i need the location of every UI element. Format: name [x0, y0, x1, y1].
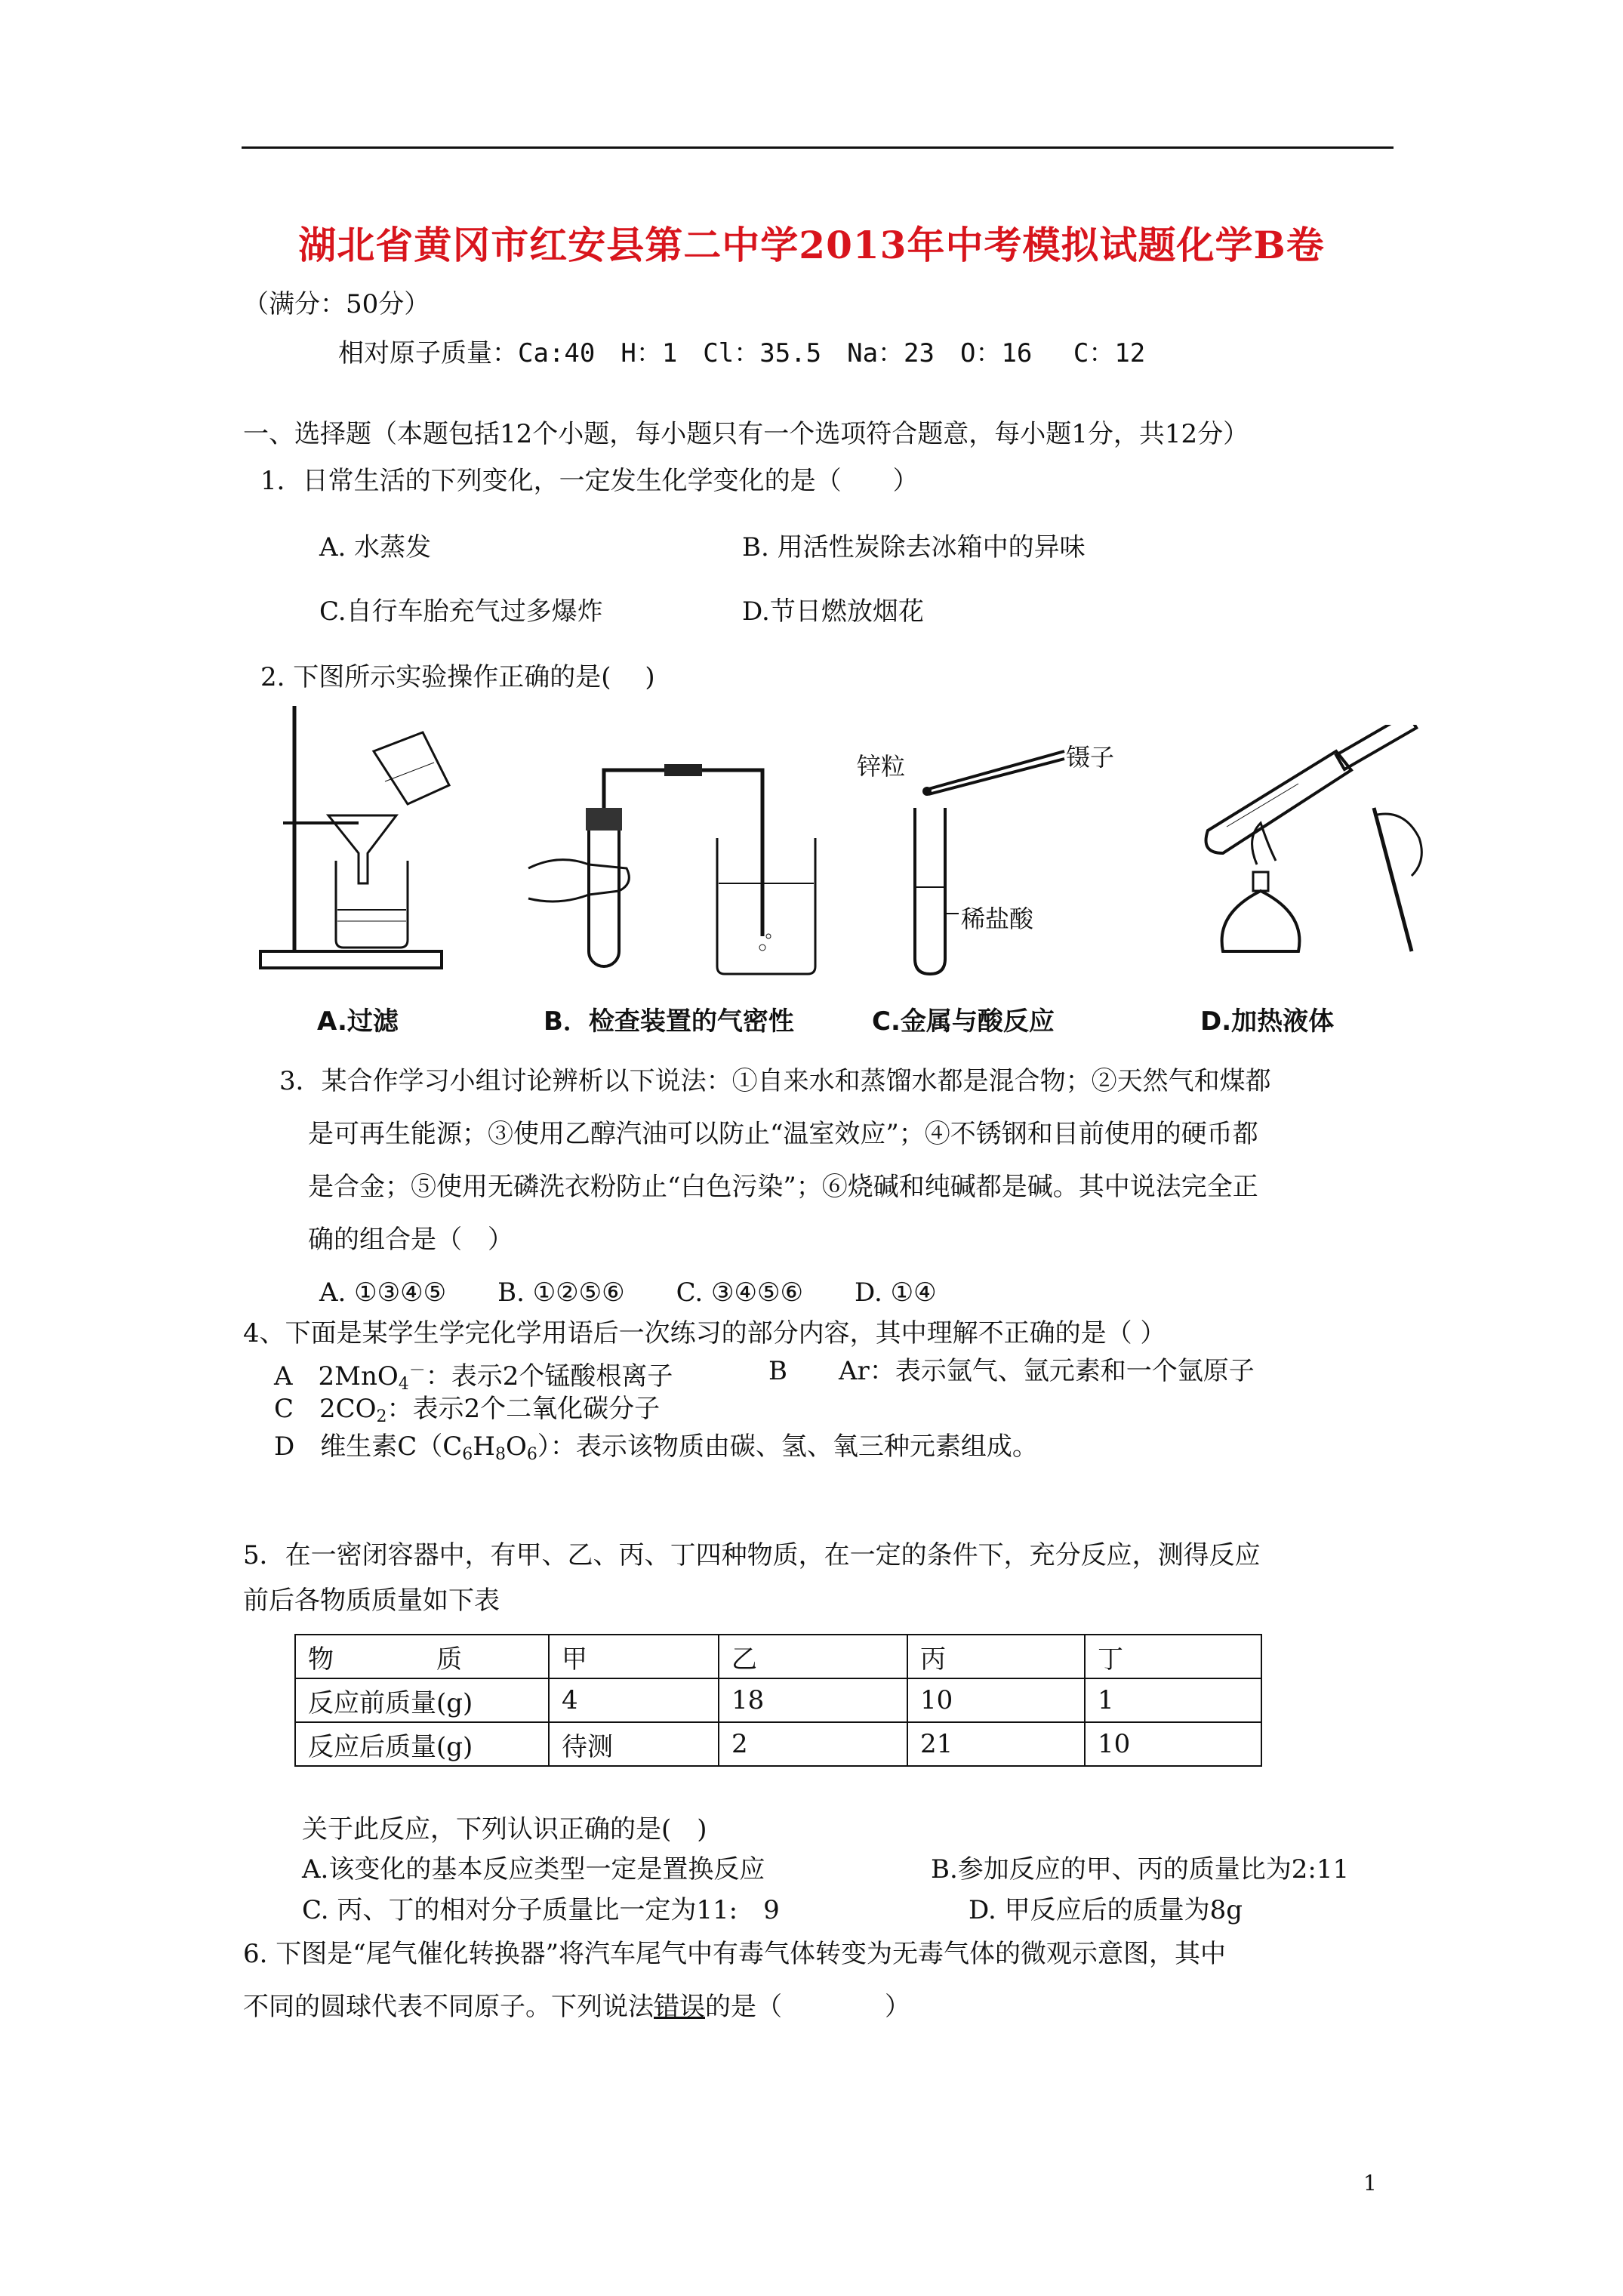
q4-option-c — [274, 1394, 660, 1432]
q3-line-2: 是可再生能源；③使用乙醇汽油可以防止“温室效应”；④不锈钢和目前使用的硬币都 — [308, 1119, 1258, 1149]
q5-question: 关于此反应，下列认识正确的是( ) — [302, 1814, 707, 1845]
atomic-mass-line: 相对原子质量：Ca:40 H：1 Cl：35.5 Na：23 O：16 C：12 — [338, 338, 1146, 368]
table-cell: 18 — [719, 1678, 907, 1722]
q4-d-h: H — [473, 1432, 495, 1462]
table-row — [295, 1722, 1261, 1766]
q1-option-c: C.自行车胎充气过多爆炸 — [319, 596, 603, 627]
q3-line-3: 是合金；⑤使用无磷洗衣粉防止“白色污染”；⑥烧碱和纯碱都是碱。其中说法完全正 — [308, 1172, 1258, 1202]
q6-line-2-pre: 不同的圆球代表不同原子。下列说法 — [243, 1992, 654, 2022]
section-heading: 一、选择题（本题包括12个小题，每小题只有一个选项符合题意，每小题1分，共12分） — [243, 419, 1249, 449]
table-cell: 1 — [1085, 1678, 1261, 1722]
table-cell: 10 — [907, 1678, 1085, 1722]
page-number: 1 — [1363, 2171, 1377, 2196]
q4-d-sub2: 8 — [494, 1445, 506, 1464]
airtightness-apparatus-drawing — [513, 755, 830, 982]
q3-options: A. ①③④⑤ B. ①②⑤⑥ C. ③④⑤⑥ D. ①④ — [319, 1277, 937, 1308]
q4-a-text: ：表示2个锰酸根离子 — [425, 1361, 673, 1391]
q3-line-1: 3．某合作学习小组讨论辨析以下说法：①自来水和蒸馏水都是混合物；②天然气和煤都 — [279, 1066, 1271, 1096]
q6-line-2-post: 的是（ ） — [705, 1992, 910, 2022]
q3-line-4: 确的组合是（ ） — [308, 1225, 513, 1255]
q4-d-o: O — [505, 1432, 527, 1462]
label-zinc: 锌粒 — [857, 752, 906, 781]
q6-line-1: 6. 下图是“尾气催化转换器”将汽车尾气中有毒气体转变为无毒气体的微观示意图，其中 — [243, 1939, 1227, 1969]
q5-option-a: A.该变化的基本反应类型一定是置换反应 — [302, 1854, 765, 1885]
table-header-cell: 丁 — [1085, 1635, 1261, 1678]
figure-heating-liquid — [1185, 725, 1434, 982]
table-cell: 21 — [907, 1722, 1085, 1766]
q4-c-text: ：表示2个二氧化碳分子 — [387, 1394, 661, 1424]
q4-option-d — [274, 1432, 1038, 1470]
q4-a-label: A 2MnO — [274, 1361, 399, 1391]
table-cell: 反应后质量(g) — [295, 1722, 549, 1766]
filtration-apparatus-drawing — [253, 698, 472, 978]
q6-line-2 — [243, 1992, 910, 2022]
label-tweezers: 镊子 — [1066, 743, 1115, 772]
q4-a-sub: 4 — [398, 1375, 409, 1394]
table-header-cell: 丙 — [907, 1635, 1085, 1678]
q4-d-sub3: 6 — [526, 1445, 537, 1464]
q1-stem: 1．日常生活的下列变化，一定发生化学变化的是（ ） — [260, 466, 919, 496]
q1-option-b: B. 用活性炭除去冰箱中的异味 — [742, 532, 1086, 562]
table-cell: 待测 — [549, 1722, 719, 1766]
figure-filtration — [253, 698, 472, 978]
q5-option-d: D. 甲反应后的质量为8g — [969, 1895, 1243, 1925]
heating-liquid-drawing — [1185, 725, 1434, 982]
table-header-cell: 物 质 — [295, 1635, 549, 1678]
table-cell: 4 — [549, 1678, 719, 1722]
q1-option-d: D.节日燃放烟花 — [742, 596, 924, 627]
fig-caption-b: B．检查装置的气密性 — [544, 1006, 794, 1037]
q2-stem: 2. 下图所示实验操作正确的是( ) — [260, 662, 655, 692]
figure-metal-acid — [861, 732, 1178, 982]
table-header-cell: 乙 — [719, 1635, 907, 1678]
q1-option-a: A. 水蒸发 — [319, 532, 432, 562]
q4-d-pre: D 维生素C（C — [274, 1432, 463, 1462]
label-dilute-hcl: 稀盐酸 — [961, 905, 1034, 933]
fig-caption-a: A.过滤 — [317, 1006, 399, 1037]
figure-airtightness — [513, 755, 830, 982]
table-cell: 2 — [719, 1722, 907, 1766]
mass-table — [294, 1634, 1262, 1767]
page-title: 湖北省黄冈市红安县第二中学2013年中考模拟试题化学B卷 — [298, 223, 1325, 267]
q4-a-sup: － — [408, 1361, 426, 1380]
q5-line-1: 5．在一密闭容器中，有甲、乙、丙、丁四种物质，在一定的条件下，充分反应，测得反应 — [243, 1540, 1261, 1570]
table-cell: 反应前质量(g) — [295, 1678, 549, 1722]
fig-caption-c: C.金属与酸反应 — [872, 1006, 1055, 1037]
q4-d-sub1: 6 — [462, 1445, 473, 1464]
q4-d-text: ）：表示该物质由碳、氢、氧三种元素组成。 — [537, 1432, 1038, 1462]
q5-option-b: B.参加反应的甲、丙的质量比为2:11 — [931, 1854, 1350, 1885]
q5-option-c: C. 丙、丁的相对分子质量比一定为11: 9 — [302, 1895, 780, 1925]
metal-acid-drawing — [861, 732, 1178, 982]
table-row — [295, 1678, 1261, 1722]
q4-stem: 4、下面是某学生学完化学用语后一次练习的部分内容，其中理解不正确的是（ ） — [243, 1318, 1166, 1348]
top-rule — [242, 146, 1394, 149]
q4-option-b: B Ar：表示氩气、氩元素和一个氩原子 — [768, 1356, 1255, 1386]
q5-line-2: 前后各物质质量如下表 — [243, 1586, 500, 1616]
table-cell: 10 — [1085, 1722, 1261, 1766]
q4-c-label: C 2CO — [274, 1394, 377, 1424]
table-header-cell: 甲 — [549, 1635, 719, 1678]
table-header-row — [295, 1635, 1261, 1678]
q4-c-sub: 2 — [376, 1407, 387, 1426]
q6-underlined-word: 错误 — [654, 1992, 705, 2022]
fig-caption-d: D.加热液体 — [1200, 1006, 1335, 1037]
score-note: （满分：50分） — [243, 289, 430, 319]
